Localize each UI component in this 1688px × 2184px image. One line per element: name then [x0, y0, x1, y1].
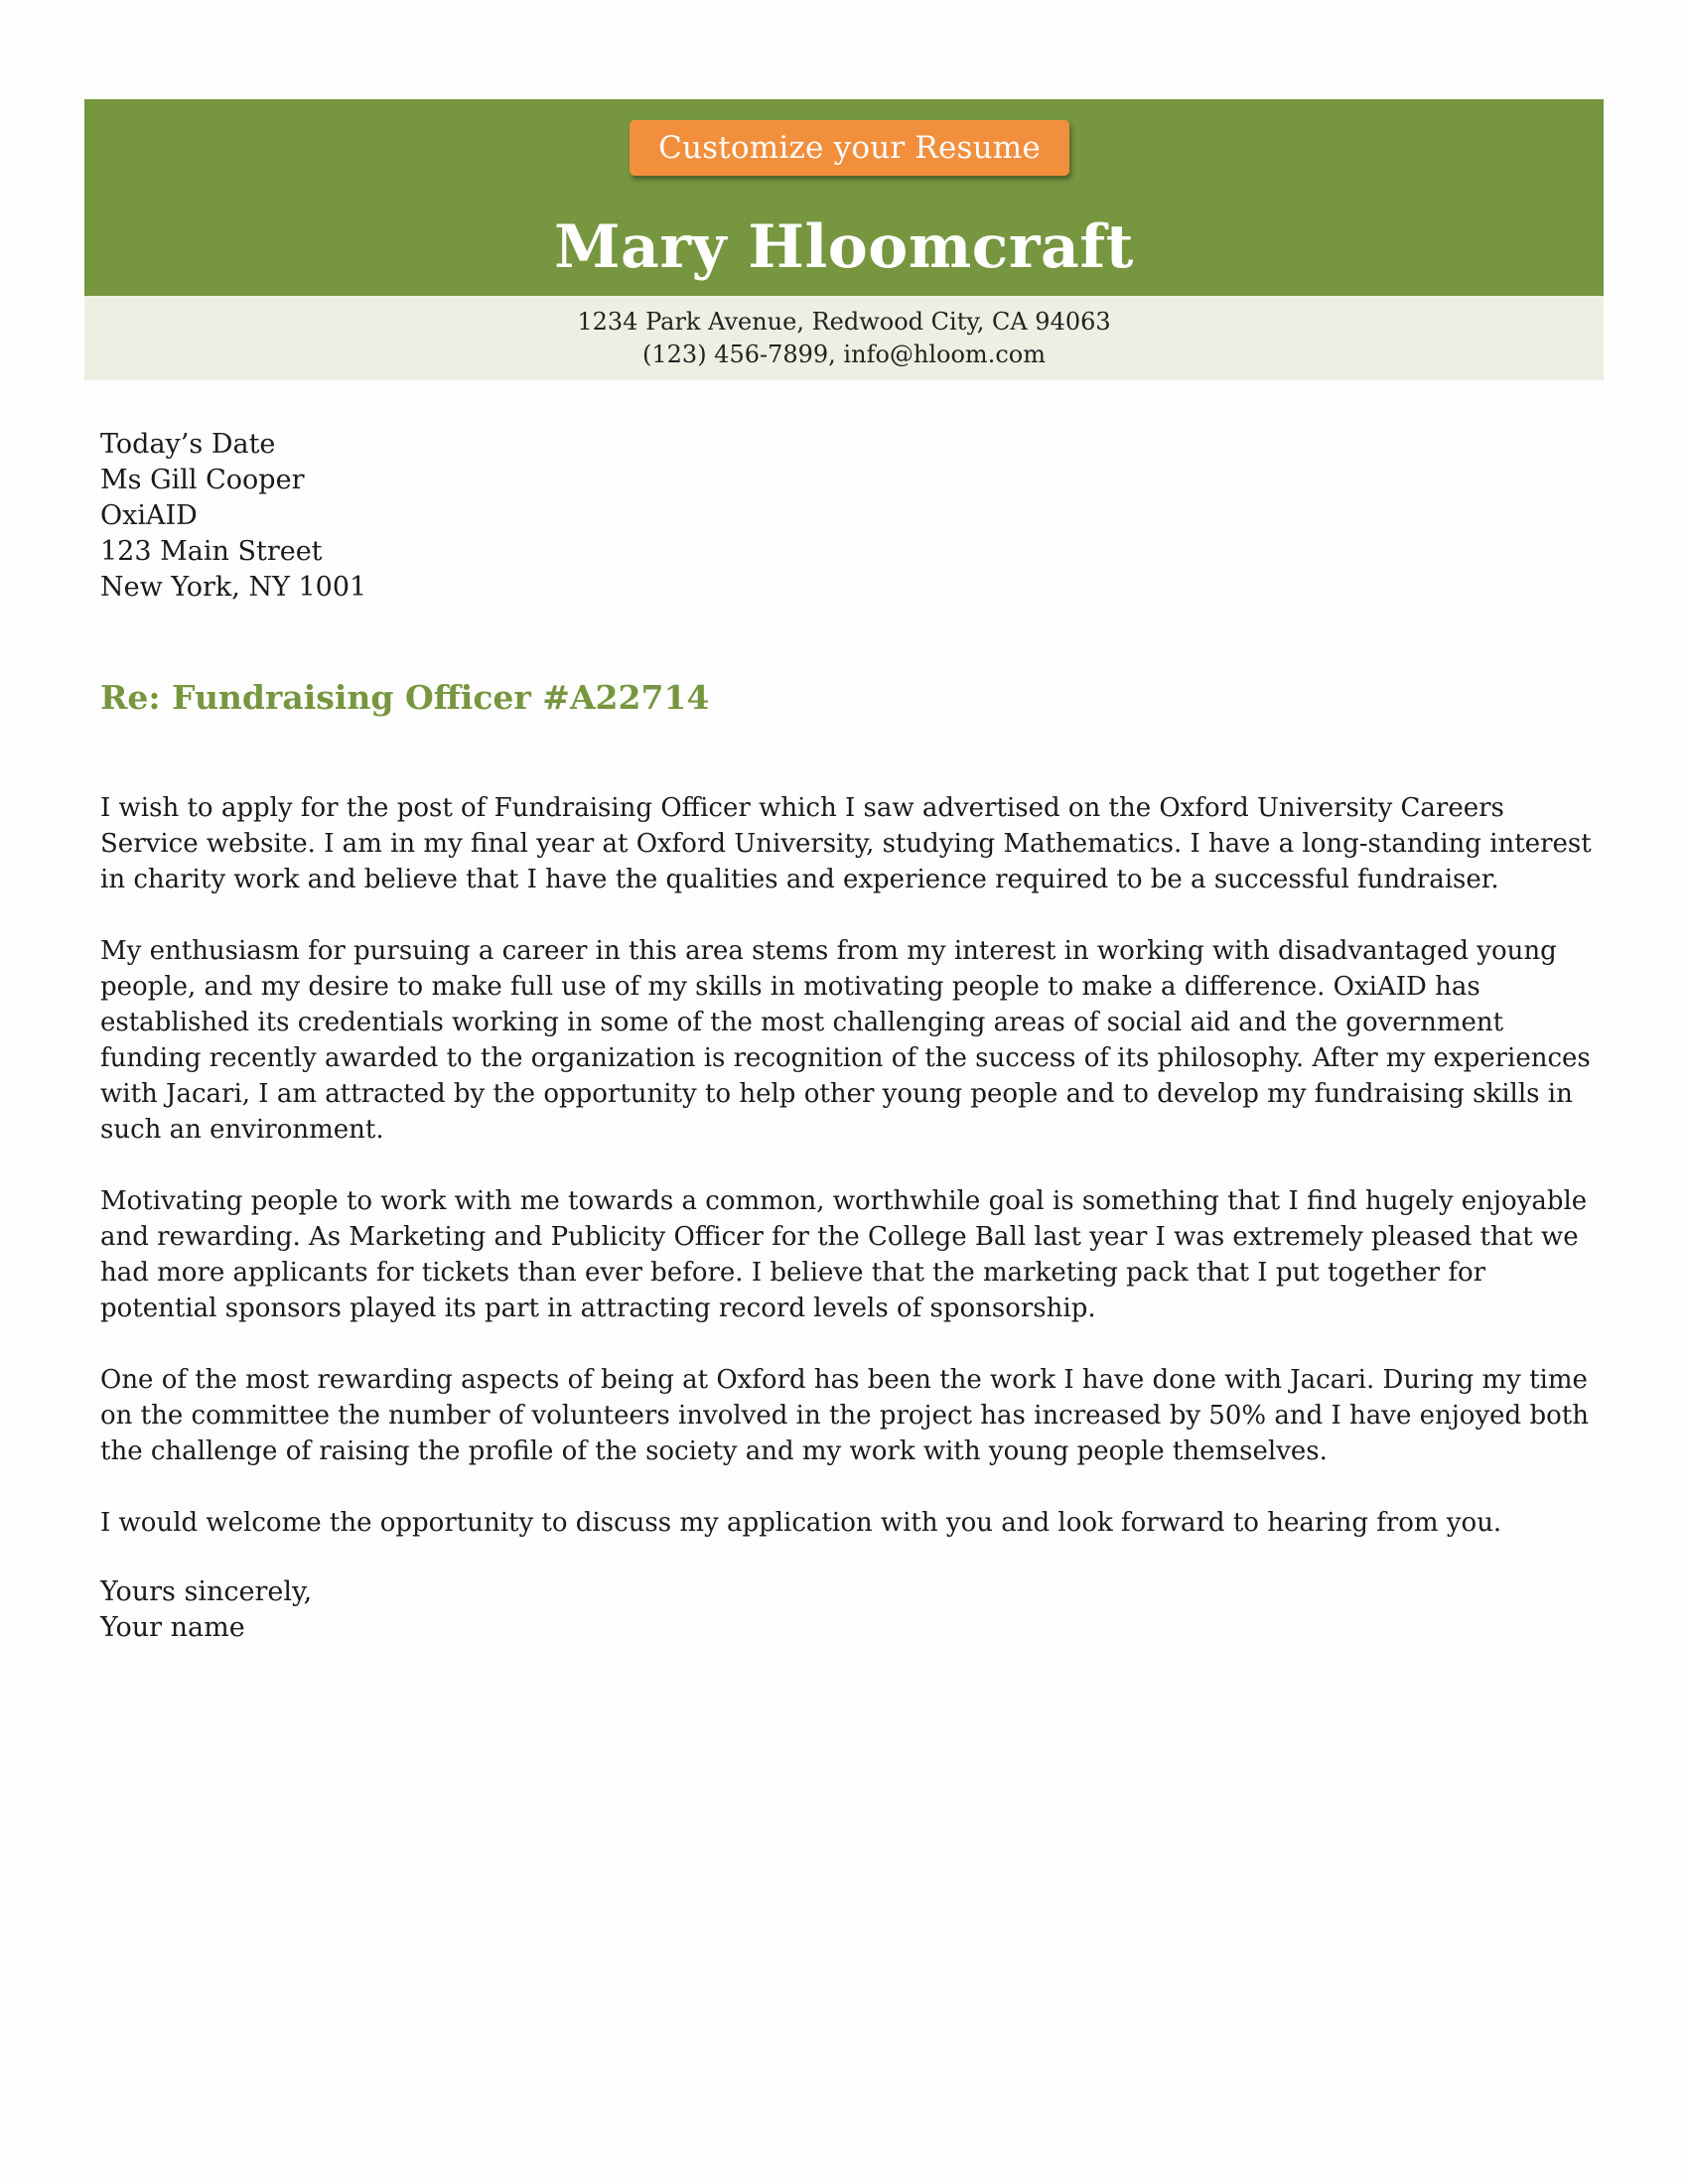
closing-signature: Your name [100, 1612, 245, 1643]
applicant-name: Mary Hloomcraft [554, 212, 1134, 282]
subject-line: Re: Fundraising Officer #A22714 [100, 678, 710, 717]
body-paragraph: My enthusiasm for pursuing a career in this area stems from my interest in working with disadvantaged young people, and my desire to make full use of my skills in motivating people to make a difference. OxiAID has established its credentials working in some of the most challenging areas of social aid and the government funding recently awarded to the organization is recognition of the success of its philosophy. After my experiences with Jacari, I am attracted by the opportunity to help other young people and to develop my fundraising skills in such an environment. [100, 936, 1591, 1145]
body-paragraph: Motivating people to work with me towards a common, worthwhile goal is something that I find hugely enjoyable and rewarding. As Marketing and Publicity Officer for the College Ball last year I was extremely pleased that we had more applicants for tickets than ever before. I believe that the marketing pack that I put together for potential sponsors played its part in attracting record levels of sponsorship. [100, 1186, 1588, 1323]
contact-address: 1234 Park Avenue, Redwood City, CA 94063 [577, 308, 1111, 336]
recipient-company: OxiAID [100, 500, 198, 531]
customize-resume-button[interactable]: Customize your Resume [630, 120, 1069, 176]
body-paragraph: One of the most rewarding aspects of being at Oxford has been the work I have done with Jacari. During my time on the committee the number of volunteers involved in the project has increased by 50% and I have enjoyed both the challenge of raising the profile of the society and my work with young people themselves. [100, 1365, 1589, 1466]
recipient-street: 123 Main Street [100, 536, 323, 567]
recipient-name: Ms Gill Cooper [100, 465, 305, 495]
recipient-city: New York, NY 1001 [100, 572, 367, 603]
body-paragraph: I wish to apply for the post of Fundraising Officer which I saw advertised on the Oxford University Careers Service website. I am in my final year at Oxford University, studying Mathematics. I have a long-standing interest in charity work and believe that I have the qualities and experience required to be a successful fundraiser. [100, 793, 1592, 894]
body-paragraph: I would welcome the opportunity to discuss my application with you and look forward to hearing from you. [100, 1508, 1502, 1538]
recipient-block [100, 427, 366, 606]
letter-date: Today’s Date [100, 429, 276, 460]
letter-body [100, 790, 1600, 1576]
contact-phone-email: (123) 456-7899, info@hloom.com [642, 341, 1046, 368]
closing-salutation: Yours sincerely, [100, 1576, 313, 1607]
closing-block [100, 1574, 312, 1646]
